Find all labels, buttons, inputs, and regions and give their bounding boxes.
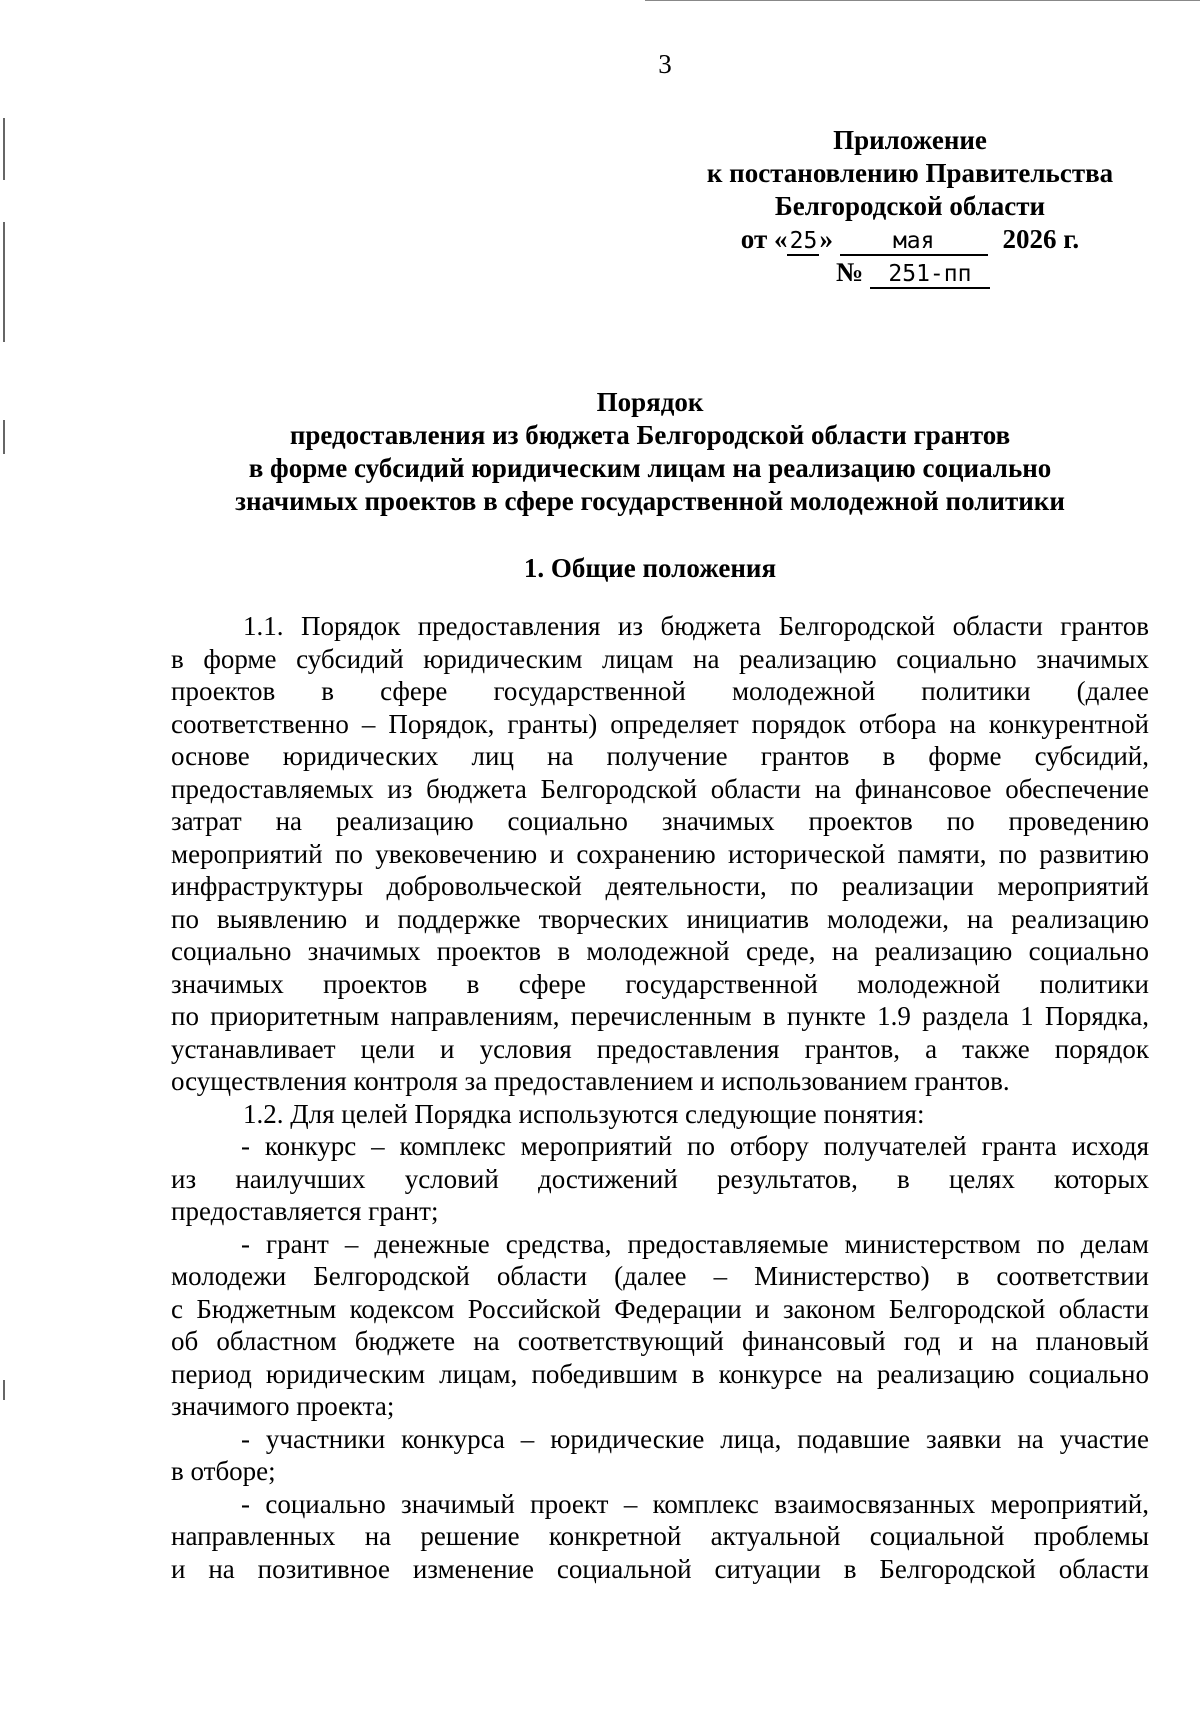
text-line: - социально значимый проект – комплекс взаимосвязанных мероприятий, — [241, 1488, 1149, 1519]
paragraph-1-2 — [171, 1098, 1149, 1131]
appendix-date — [680, 223, 1140, 256]
text-line: основе юридических лиц на получение грантов в форме субсидий, — [171, 741, 1149, 771]
text-line: в отборе; — [171, 1456, 276, 1486]
date-prefix: от « — [740, 224, 788, 254]
text-line: молодежи Белгородской области (далее – Министерство) в соответствии — [171, 1261, 1149, 1291]
date-year: 2026 г. — [1002, 224, 1080, 254]
text-line: - участники конкурса – юридические лица, подавшие заявки на участие — [241, 1423, 1149, 1454]
text-line: предоставляется грант; — [171, 1196, 439, 1226]
definition-project — [171, 1488, 1149, 1586]
document-title — [150, 386, 1150, 518]
text-line: об областном бюджете на соответствующий финансовый год и на плановый — [171, 1326, 1149, 1356]
scan-margin-mark — [3, 420, 5, 454]
text-line: социально значимых проектов в молодежной среде, на реализацию социально — [171, 936, 1149, 966]
text-line: - конкурс – комплекс мероприятий по отбору получателей гранта исходя — [241, 1131, 1149, 1161]
text-line: в форме субсидий юридическим лицам на реализацию социально значимых — [171, 643, 1149, 674]
title-line: Порядок — [596, 387, 704, 417]
text-line: с Бюджетным кодексом Российской Федерации и законом Белгородской области — [171, 1293, 1149, 1324]
definition-participants — [171, 1423, 1149, 1488]
text-line: 1.1. Порядок предоставления из бюджета Белгородской области грантов — [243, 611, 1149, 641]
text-line: проектов в сфере государственной молодежной политики (далее — [171, 676, 1149, 706]
scan-margin-mark — [3, 1380, 5, 1400]
scan-top-mark — [645, 0, 1200, 1]
text-line: 1.2. Для целей Порядка используются следующие понятия: — [243, 1098, 925, 1129]
number-value: 251-пп — [870, 261, 990, 289]
appendix-resolution: к постановлению Правительства — [706, 158, 1114, 188]
title-line: в форме субсидий юридическим лицам на реализацию социально — [248, 453, 1052, 483]
text-line: по выявлению и поддержке творческих инициатив молодежи, на реализацию — [171, 903, 1149, 934]
appendix-number — [680, 256, 1140, 289]
appendix-region: Белгородской области — [774, 191, 1046, 221]
text-line: значимого проекта; — [171, 1391, 395, 1421]
scan-margin-mark — [3, 222, 5, 342]
number-prefix: № — [836, 257, 864, 287]
text-line: значимых проектов в сфере государственной молодежной политики — [171, 968, 1149, 999]
text-line: устанавливает цели и условия предоставления грантов, а также порядок — [171, 1033, 1149, 1064]
section-heading: 1. Общие положения — [523, 553, 777, 583]
text-line: мероприятий по увековечению и сохранению исторической памяти, по развитию — [171, 838, 1149, 869]
text-line: - грант – денежные средства, предоставляемые министерством по делам — [241, 1228, 1149, 1259]
date-mid: » — [819, 224, 833, 254]
text-line: направленных на решение конкретной актуальной социальной проблемы — [171, 1521, 1149, 1551]
appendix-title: Приложение — [833, 125, 987, 155]
text-line: из наилучших условий достижений результатов, в целях которых — [171, 1163, 1149, 1194]
text-line: соответственно – Порядок, гранты) определяет порядок отбора на конкурентной — [171, 708, 1149, 739]
date-month: мая — [840, 228, 988, 256]
document-body — [171, 610, 1149, 1585]
text-line: осуществления контроля за предоставлением и использованием грантов. — [171, 1066, 1010, 1096]
text-line: предоставляемых из бюджета Белгородской области на финансовое обеспечение — [171, 773, 1149, 804]
text-line: затрат на реализацию социально значимых проектов по проведению — [171, 806, 1149, 836]
definition-grant — [171, 1228, 1149, 1423]
paragraph-1-1 — [171, 610, 1149, 1098]
text-line: и на позитивное изменение социальной ситуации в Белгородской области — [171, 1553, 1149, 1584]
appendix-header — [680, 124, 1140, 289]
date-day: 25 — [787, 228, 819, 256]
title-line: предоставления из бюджета Белгородской области грантов — [289, 420, 1011, 450]
text-line: инфраструктуры добровольческой деятельности, по реализации мероприятий — [171, 871, 1149, 901]
text-line: период юридическим лицам, победившим в конкурсе на реализацию социально — [171, 1358, 1149, 1389]
text-line: по приоритетным направлениям, перечисленным в пункте 1.9 раздела 1 Порядка, — [171, 1001, 1149, 1031]
title-line: значимых проектов в сфере государственной молодежной политики — [235, 486, 1065, 516]
definition-contest — [171, 1130, 1149, 1228]
scan-margin-mark — [3, 118, 5, 180]
page-number: 3 — [658, 49, 672, 79]
